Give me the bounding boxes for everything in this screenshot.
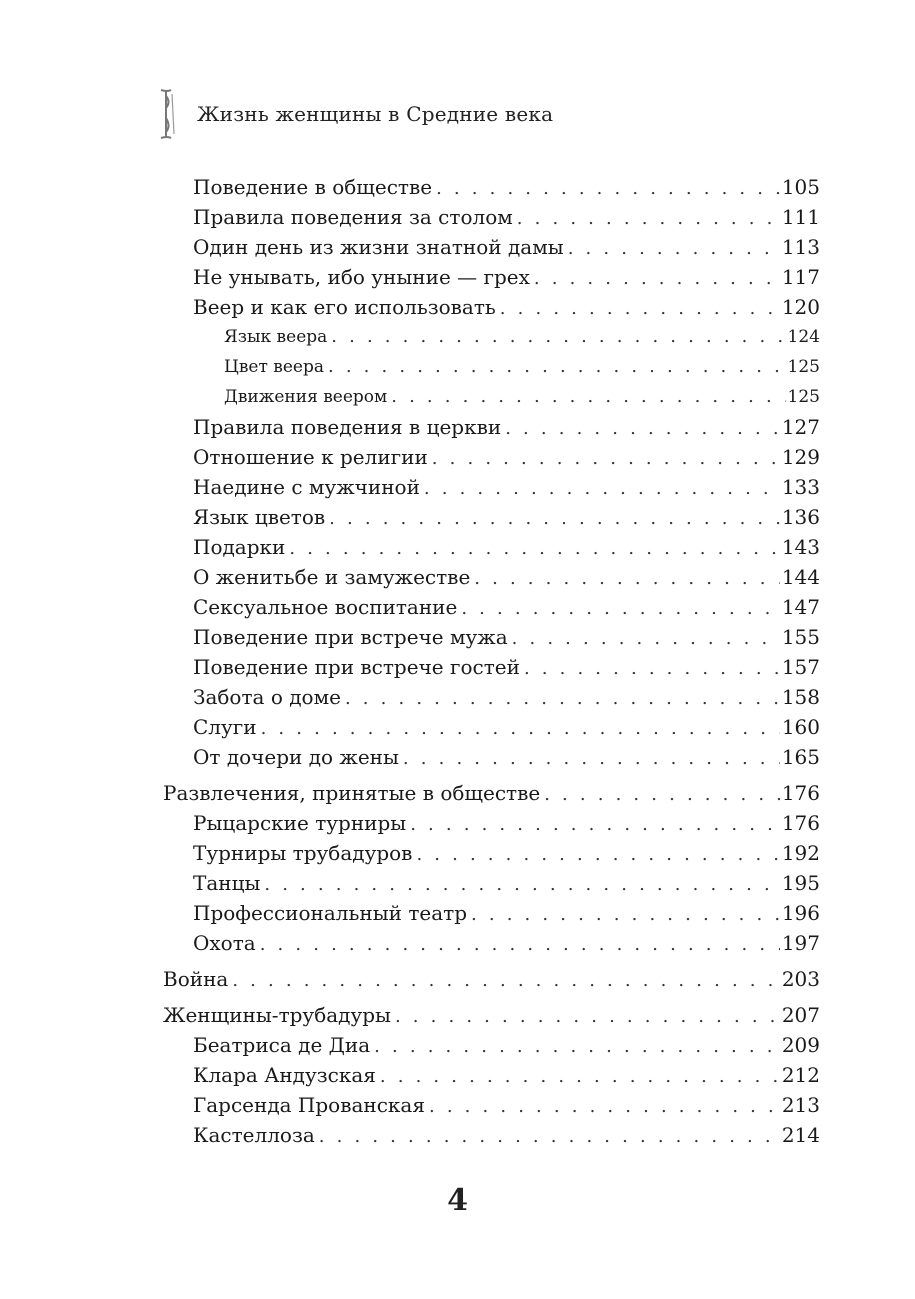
toc-entry-title: Правила поведения за столом — [193, 205, 513, 229]
dot-leader — [568, 236, 780, 262]
toc-entry-page: 124 — [787, 327, 820, 347]
toc-entry-title: Цвет веера — [224, 357, 324, 377]
toc-entry — [193, 684, 820, 712]
dot-leader — [416, 842, 779, 868]
toc-entry — [193, 744, 820, 772]
dot-leader — [260, 932, 780, 958]
toc-entry-title: Подарки — [193, 535, 286, 559]
toc-entry-title: Сексуальное воспитание — [193, 595, 458, 619]
toc-entry — [193, 1062, 820, 1090]
toc-entry — [193, 474, 820, 502]
toc-entry-title: Слуги — [193, 715, 257, 739]
toc-entry-title: Забота о доме — [193, 685, 341, 709]
toc-entry — [163, 780, 820, 808]
dot-leader — [432, 446, 780, 472]
dot-leader — [410, 812, 780, 838]
toc-entry-title: Правила поведения в церкви — [193, 415, 502, 439]
toc-entry — [193, 1122, 820, 1150]
dot-leader — [517, 206, 780, 232]
dot-leader — [328, 354, 786, 380]
dot-leader — [403, 746, 780, 772]
toc-entry-title: Веер и как его использовать — [193, 295, 496, 319]
toc-entry-page: 125 — [787, 387, 820, 407]
toc-entry-page: 209 — [781, 1033, 820, 1057]
toc-entry-title: О женитьбе и замужестве — [193, 565, 471, 589]
toc-entry — [224, 384, 820, 410]
dot-leader — [512, 626, 780, 652]
toc-entry-page: 129 — [781, 445, 820, 469]
toc-entry — [163, 1002, 820, 1030]
bracket-ornament-icon — [157, 88, 179, 140]
toc-entry-page: 192 — [781, 841, 820, 865]
toc-entry — [193, 504, 820, 532]
dot-leader — [264, 872, 779, 898]
toc-entry-page: 157 — [781, 655, 820, 679]
page-number: 4 — [447, 1183, 468, 1218]
toc-entry-page: 195 — [781, 871, 820, 895]
toc-entry — [193, 840, 820, 868]
toc-entry — [193, 654, 820, 682]
toc-entry — [193, 174, 820, 202]
toc-entry-page: 147 — [781, 595, 820, 619]
toc-entry-title: Развлечения, принятые в обществе — [163, 781, 541, 805]
dot-leader — [424, 476, 780, 502]
toc-entry — [193, 624, 820, 652]
toc-entry-title: Клара Андузская — [193, 1063, 376, 1087]
dot-leader — [471, 902, 780, 928]
toc-entry-page: 213 — [781, 1093, 820, 1117]
toc-entry-page: 113 — [781, 235, 820, 259]
dot-leader — [374, 1034, 780, 1060]
toc-entry-title: Женщины-трубадуры — [163, 1003, 391, 1027]
dot-leader — [474, 566, 780, 592]
toc-entry — [193, 264, 820, 292]
toc-entry — [193, 1032, 820, 1060]
toc-entry-page: 196 — [781, 901, 820, 925]
dot-leader — [461, 596, 779, 622]
toc-entry-title: Наедине с мужчиной — [193, 475, 420, 499]
toc-entry-page: 133 — [781, 475, 820, 499]
toc-entry-page: 160 — [781, 715, 820, 739]
dot-leader — [345, 686, 780, 712]
toc-entry-title: Турниры трубадуров — [193, 841, 413, 865]
toc-entry-page: 197 — [781, 931, 820, 955]
dot-leader — [500, 296, 780, 322]
toc-entry-title: Язык цветов — [193, 505, 326, 529]
toc-entry-title: Поведение при встрече гостей — [193, 655, 520, 679]
toc-entry — [193, 294, 820, 322]
toc-entry — [193, 594, 820, 622]
toc-entry — [193, 234, 820, 262]
toc-entry — [193, 810, 820, 838]
toc-entry-page: 111 — [781, 205, 820, 229]
dot-leader — [436, 176, 780, 202]
dot-leader — [544, 782, 780, 808]
running-header — [157, 88, 553, 140]
dot-leader — [534, 266, 780, 292]
toc-entry-title: Война — [163, 967, 229, 991]
toc-entry-title: Один день из жизни знатной дамы — [193, 235, 564, 259]
toc-entry-title: Поведение в обществе — [193, 175, 433, 199]
running-title: Жизнь женщины в Средние века — [197, 102, 554, 126]
toc-entry-page: 143 — [781, 535, 820, 559]
toc-entry-title: Беатриса де Диа — [193, 1033, 371, 1057]
toc-entry — [193, 1092, 820, 1120]
toc-entry-page: 144 — [781, 565, 820, 589]
dot-leader — [505, 416, 780, 442]
toc-entry-page: 136 — [781, 505, 820, 529]
toc-entry — [224, 354, 820, 380]
toc-entry — [163, 966, 820, 994]
dot-leader — [319, 1124, 780, 1150]
dot-leader — [380, 1064, 780, 1090]
toc-entry — [224, 324, 820, 350]
toc-entry-page: 125 — [787, 357, 820, 377]
toc-entry-page: 214 — [781, 1123, 820, 1147]
toc-entry — [193, 564, 820, 592]
toc-entry-page: 176 — [781, 811, 820, 835]
toc-entry-title: От дочери до жены — [193, 745, 399, 769]
toc-entry-page: 203 — [781, 967, 820, 991]
toc-entry-title: Охота — [193, 931, 256, 955]
toc-entry-page: 117 — [781, 265, 820, 289]
toc-entry-title: Гарсенда Прованская — [193, 1093, 425, 1117]
toc-entry-page: 127 — [781, 415, 820, 439]
toc-entry — [193, 714, 820, 742]
toc-entry-title: Язык веера — [224, 327, 328, 347]
dot-leader — [232, 968, 779, 994]
toc-entry — [193, 204, 820, 232]
dot-leader — [329, 506, 780, 532]
toc-entry-title: Танцы — [193, 871, 261, 895]
toc-entry — [193, 414, 820, 442]
toc-entry — [193, 444, 820, 472]
toc-entry-title: Отношение к религии — [193, 445, 428, 469]
toc-entry-title: Поведение при встрече мужа — [193, 625, 508, 649]
toc-entry — [193, 900, 820, 928]
toc-entry-title: Движения веером — [224, 387, 388, 407]
dot-leader — [331, 324, 785, 350]
toc-entry — [193, 870, 820, 898]
toc-entry-page: 176 — [781, 781, 820, 805]
toc-entry-page: 158 — [781, 685, 820, 709]
toc-entry-title: Рыцарские турниры — [193, 811, 407, 835]
toc-entry-page: 105 — [781, 175, 820, 199]
toc-entry-page: 212 — [781, 1063, 820, 1087]
toc-entry-page: 207 — [781, 1003, 820, 1027]
dot-leader — [261, 716, 780, 742]
dot-leader — [391, 384, 785, 410]
toc-entry — [193, 534, 820, 562]
toc-entry-page: 120 — [781, 295, 820, 319]
dot-leader — [429, 1094, 780, 1120]
dot-leader — [395, 1004, 780, 1030]
dot-leader — [289, 536, 779, 562]
toc-entry-title: Профессиональный театр — [193, 901, 468, 925]
toc-entry — [193, 930, 820, 958]
toc-entry-page: 155 — [781, 625, 820, 649]
dot-leader — [524, 656, 780, 682]
toc-entry-page: 165 — [781, 745, 820, 769]
toc-entry-title: Кастеллоза — [193, 1123, 315, 1147]
toc-entry-title: Не унывать, ибо уныние — грех — [193, 265, 530, 289]
